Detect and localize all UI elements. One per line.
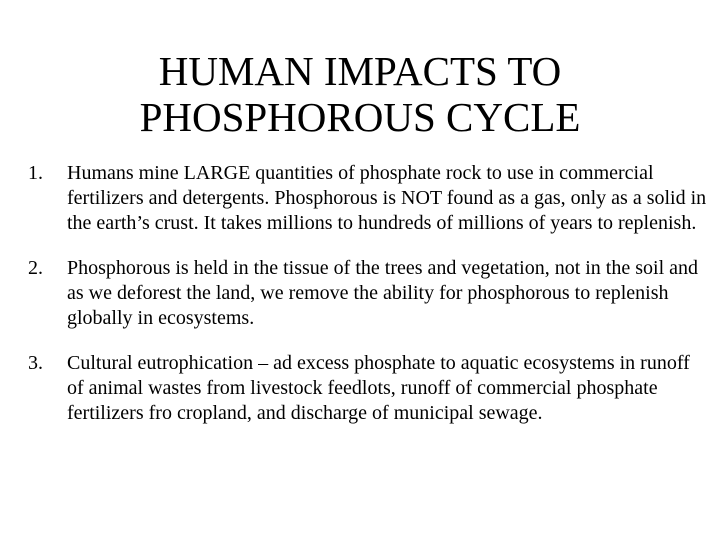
- list-item-text: Cultural eutrophication – ad excess phosphate to aquatic ecosystems in runoff of animal wastes from livestock feedlots, runoff of commercial phosphate fertilizers fro cropland, and discharge of municipal sewage.: [67, 352, 690, 424]
- slide-title: [0, 48, 720, 140]
- list-item: [28, 256, 708, 331]
- list-item: [28, 161, 708, 236]
- numbered-list: [28, 161, 708, 446]
- list-item-text: Phosphorous is held in the tissue of the trees and vegetation, not in the soil and as we deforest the land, we remove the ability for phosphorous to replenish globally in ecosystems.: [67, 257, 699, 329]
- list-item: [28, 351, 708, 426]
- list-item-number: 2.: [28, 257, 43, 279]
- title-line-2: PHOSPHOROUS CYCLE: [139, 94, 581, 140]
- list-item-text: Humans mine LARGE quantities of phosphate rock to use in commercial fertilizers and detergents. Phosphorous is NOT found as a gas, only as a solid in the earth’s crust. It takes millions to hundreds of millions of years to replenish.: [67, 162, 707, 234]
- title-line-1: HUMAN IMPACTS TO: [158, 48, 562, 94]
- list-item-number: 3.: [28, 352, 43, 374]
- list-item-number: 1.: [28, 162, 43, 184]
